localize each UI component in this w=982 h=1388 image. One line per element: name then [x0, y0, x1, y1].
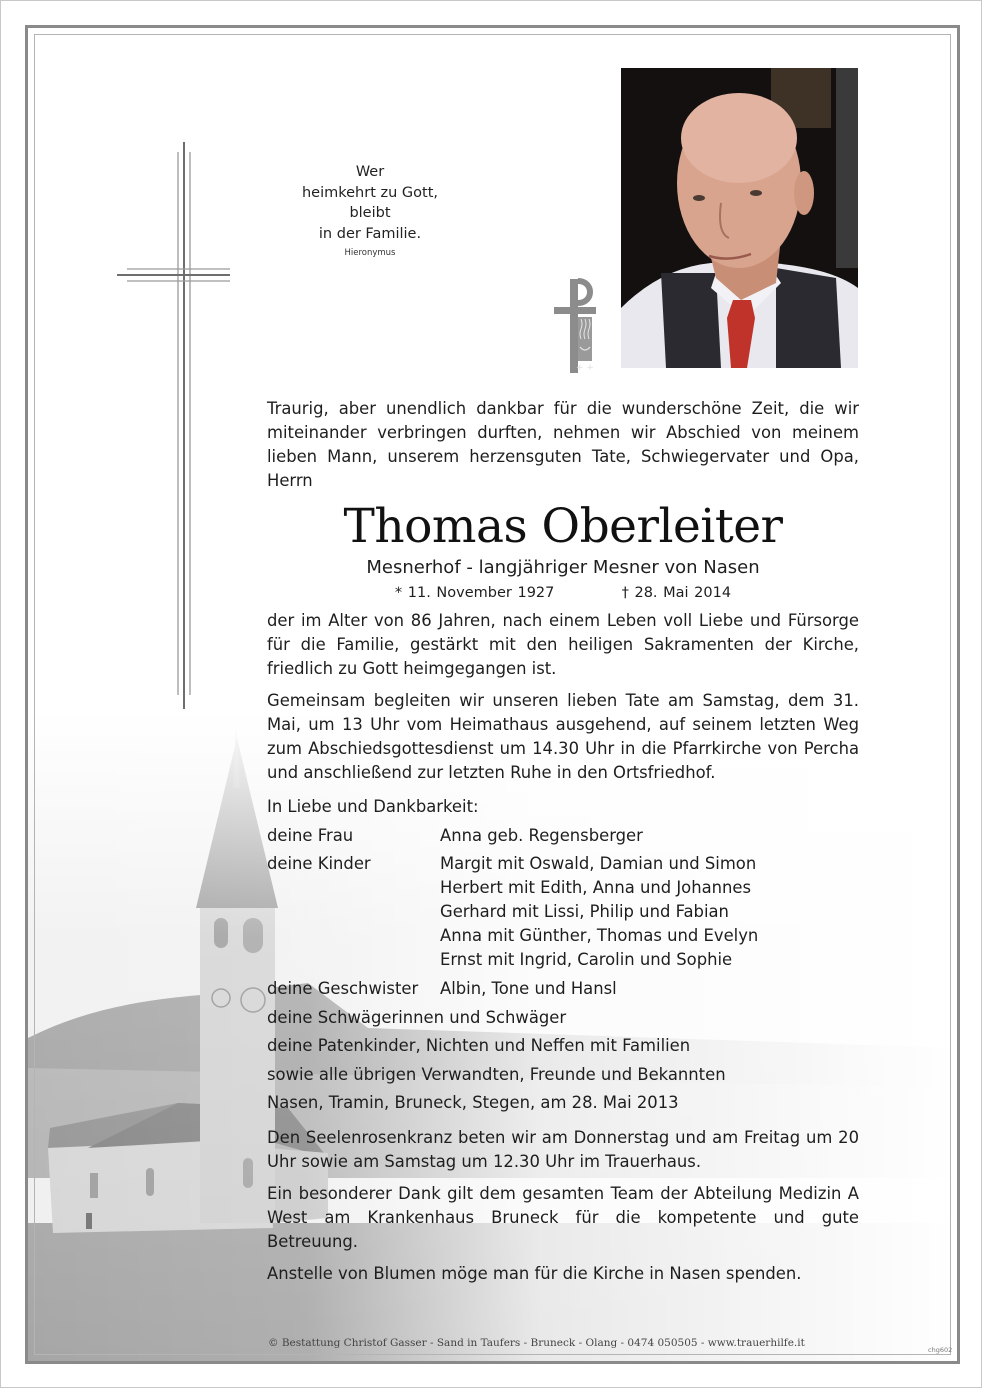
relation-names: [440, 852, 859, 972]
passing-paragraph: der im Alter von 86 Jahren, nach einem Leben voll Liebe und Fürsorge für die Familie, gestärkt mit den heiligen Sakramenten der Kirche, friedlich zu Gott heimgegangen ist.: [267, 611, 859, 678]
life-dates: [267, 583, 859, 603]
birth-date: 11. November 1927: [407, 585, 555, 601]
child-family: Herbert mit Edith, Anna und Johannes: [440, 878, 752, 897]
quote-line: bleibt: [349, 205, 391, 221]
chi-rho-icon: [550, 277, 600, 375]
other-mourners-line: deine Patenkinder, Nichten und Neffen mit Familien: [267, 1036, 691, 1055]
donation-paragraph: Anstelle von Blumen möge man für die Kirche in Nasen spenden.: [267, 1263, 802, 1283]
cross-icon: [90, 115, 230, 715]
mourners-heading: In Liebe und Dankbarkeit:: [267, 797, 479, 816]
portrait-photo: [621, 68, 858, 368]
quote-line: in der Familie.: [318, 225, 422, 242]
quote-line: Wer: [355, 164, 385, 180]
quote-block: [270, 162, 470, 260]
place-date: Nasen, Tramin, Bruneck, Stegen, am 28. Mai 2013: [267, 1093, 679, 1112]
family-row-wife: [267, 822, 859, 851]
relation-names: Anna geb. Regensberger: [440, 825, 643, 845]
family-row-siblings: [267, 975, 859, 1004]
quote-line: heimkehrt zu Gott,: [301, 184, 438, 201]
relation-names: Albin, Tone und Hansl: [440, 979, 617, 998]
birth-symbol: *: [394, 585, 403, 601]
template-code: chg602: [928, 1346, 953, 1354]
thanks-paragraph: Ein besonderer Dank gilt dem gesamten Team der Abteilung Medizin A West am Krankenhaus Bruneck für die kompetente und gute Betreuung.: [267, 1183, 859, 1251]
relation-label: deine Frau: [267, 825, 354, 845]
funeral-home-footer: © Bestattung Christof Gasser - Sand in Taufers - Bruneck - Olang - 0474 050505 - www.trauerhilfe.it: [268, 1337, 805, 1349]
death-symbol: †: [621, 585, 629, 601]
relation-label: deine Kinder: [267, 854, 371, 873]
rosary-paragraph: Den Seelenrosenkranz beten wir am Donnerstag und am Freitag um 20 Uhr sowie am Samstag um 12.30 Uhr im Trauerhaus.: [267, 1127, 859, 1171]
relation-label: deine Geschwister: [267, 979, 419, 998]
child-family: Ernst mit Ingrid, Carolin und Sophie: [440, 950, 733, 969]
child-family: Margit mit Oswald, Damian und Simon: [440, 854, 757, 873]
family-row-children: [267, 852, 859, 972]
other-mourners-line: deine Schwägerinnen und Schwäger: [267, 1007, 567, 1027]
deceased-name: Thomas Oberleiter: [343, 499, 783, 554]
death-date: 28. Mai 2014: [634, 585, 732, 601]
deceased-subtitle: Mesnerhof - langjähriger Mesner von Nasen: [366, 557, 760, 578]
svg-text:+ +: + +: [576, 363, 594, 373]
intro-text: Traurig, aber unendlich dankbar für die wunderschöne Zeit, die wir miteinander verbringen durften, nehmen wir Abschied von meinem lieben Mann, unserem herzensguten Tate, Schwiegervater und Opa, Herrn: [267, 399, 859, 490]
quote-author: Hieronymus: [344, 248, 396, 258]
child-family: Anna mit Günther, Thomas und Evelyn: [440, 926, 759, 945]
other-mourners-line: sowie alle übrigen Verwandten, Freunde und Bekannten: [267, 1064, 726, 1084]
child-family: Gerhard mit Lissi, Philip und Fabian: [440, 902, 729, 921]
funeral-paragraph: Gemeinsam begleiten wir unseren lieben Tate am Samstag, dem 31. Mai, um 13 Uhr vom Heimathaus ausgehend, auf seinem letzten Weg zum Abschiedsgottesdienst um 14.30 Uhr in die Pfarrkirche von Percha und anschließend zur letzten Ruhe in den Ortsfriedhof.: [267, 691, 859, 782]
notice-body: [267, 397, 859, 1286]
